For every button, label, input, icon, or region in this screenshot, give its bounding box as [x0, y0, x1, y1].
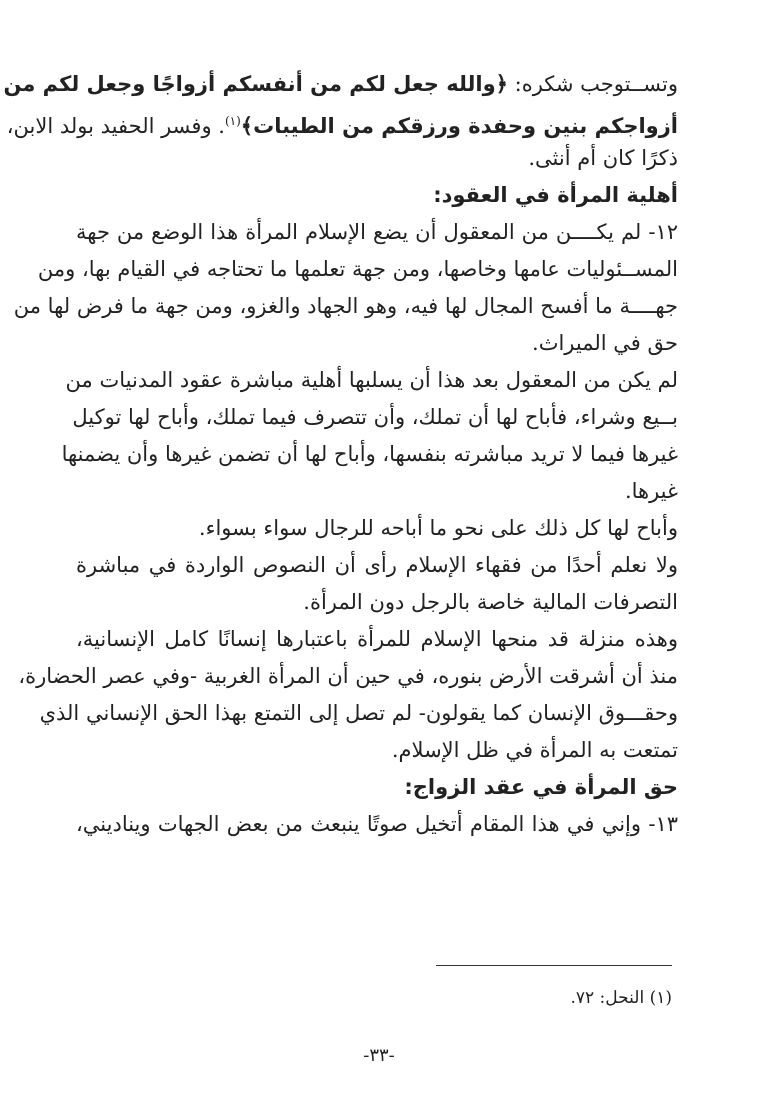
- quran-verse-continued: أزواجكم بنين وحفدة ورزقكم من الطيبات﴾: [240, 114, 678, 138]
- text-line: جهــــة ما أفسح المجال لها فيه، وهو الجهاد والغزو، ومن جهة ما فرض لها من: [13, 294, 678, 318]
- text-segment: . وفسر الحفيد بولد الابن،: [6, 114, 225, 138]
- text-line: التصرفات المالية خاصة بالرجل دون المرأة.: [303, 590, 678, 614]
- text-line: ١٣- وإني في هذا المقام أتخيل صوتًا ينبعث من بعض الجهات ويناديني،: [76, 812, 678, 836]
- quran-verse: ﴿والله جعل لكم من أنفسكم أزواجًا وجعل لكم من: [3, 72, 508, 96]
- text-line: غيرها.: [624, 479, 678, 503]
- section-heading: حق المرأة في عقد الزواج:: [404, 775, 678, 799]
- text-line: غيرها فيما لا تريد مباشرته بنفسها، وأباح لها أن تضمن غيرها وأن يضمنها: [61, 442, 678, 466]
- text-line: بــيع وشراء، فأباح لها أن تملك، وأن تتصرف فيما تملك، وأباح لها توكيل: [72, 405, 678, 429]
- text-line: [3, 66, 678, 103]
- text-line: تمتعت به المرأة في ظل الإسلام.: [391, 738, 678, 762]
- text-line: [6, 103, 678, 140]
- text-line: ولا نعلم أحدًا من فقهاء الإسلام رأى أن النصوص الواردة في مباشرة: [76, 553, 678, 577]
- footnote-divider: [436, 965, 672, 966]
- text-line: وأباح لها كل ذلك على نحو ما أباحه للرجال سواء بسواء.: [198, 516, 678, 540]
- text-line: المســئوليات عامها وخاصها، ومن جهة تعلمها ما تحتاجه في القيام بها، ومن: [37, 257, 678, 281]
- footnote-reference[interactable]: (١): [224, 114, 241, 128]
- page-number: -٣٣-: [363, 1045, 395, 1066]
- text-line: لم يكن من المعقول بعد هذا أن يسلبها أهلية مباشرة عقود المدنيات من: [65, 368, 678, 392]
- text-segment: وتســتوجب شكره:: [507, 72, 678, 96]
- text-line: ذكرًا كان أم أنثى.: [528, 146, 678, 170]
- text-line: حق في الميراث.: [532, 331, 678, 355]
- text-line: وهذه منزلة قد منحها الإسلام للمرأة باعتبارها إنسانًا كامل الإنسانية،: [76, 627, 678, 651]
- text-line: ١٢- لم يكــــن من المعقول أن يضع الإسلام المرأة هذا الوضع من جهة: [76, 220, 678, 244]
- section-heading: أهلية المرأة في العقود:: [433, 183, 678, 207]
- text-line: وحقـــوق الإنسان كما يقولون- لم تصل إلى التمتع بهذا الحق الإنساني الذي: [39, 701, 678, 725]
- text-line: منذ أن أشرقت الأرض بنوره، في حين أن المرأة الغربية -وفي عصر الحضارة،: [18, 664, 678, 688]
- footnote: (١) النحل: ٧٢.: [570, 988, 672, 1008]
